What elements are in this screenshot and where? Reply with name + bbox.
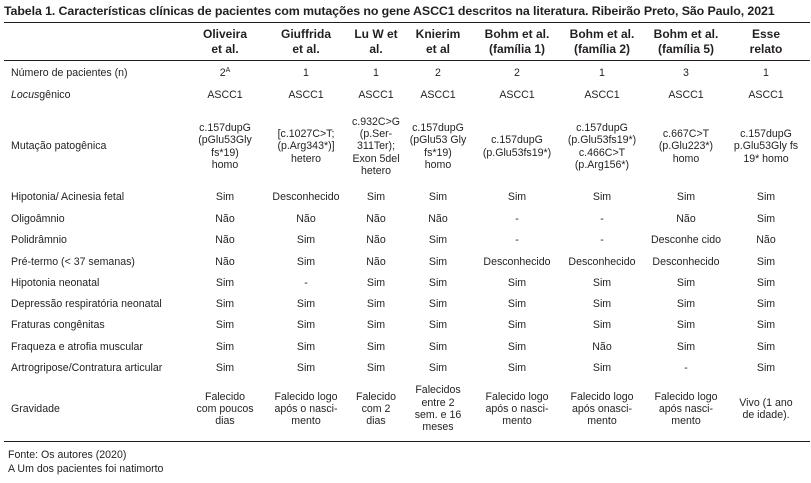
cell-line: Sim	[296, 297, 316, 310]
cell-line: Sim	[215, 319, 235, 332]
cell-line: Sim	[428, 276, 448, 289]
cell-line: Falecido	[204, 390, 246, 403]
cell-line: Sim	[756, 340, 776, 353]
table-cell	[405, 187, 471, 208]
column-header-line: Bohm et al.	[484, 27, 550, 41]
cell-line: Sim	[366, 297, 386, 310]
table-cell	[475, 252, 559, 272]
cell-line: entre 2	[421, 396, 455, 409]
table-cell	[265, 358, 347, 379]
cell-line: dias	[215, 415, 235, 428]
cell-line: Sim	[428, 340, 448, 353]
table-cell	[349, 358, 403, 379]
table-cell	[349, 294, 403, 314]
table-cell	[561, 230, 643, 251]
cell-line: -	[515, 212, 519, 225]
table-cell	[645, 108, 727, 185]
table-cell	[265, 294, 347, 314]
table-cell	[405, 315, 471, 336]
table-row	[4, 273, 810, 293]
cell-line: Desconhecido	[652, 255, 720, 268]
cell-line: ASCC1	[288, 88, 324, 101]
row-label: Fraturas congênitas	[11, 319, 105, 332]
cell-line: Sim	[428, 191, 448, 204]
table-cell	[645, 85, 727, 105]
table-cell	[187, 85, 263, 105]
cell-line: ASCC1	[420, 88, 456, 101]
cell-line: (p.Arg156*)	[574, 158, 630, 171]
cell-line: hetero	[290, 152, 322, 165]
cell-line: Não	[676, 212, 696, 225]
table-cell	[645, 358, 727, 379]
table-cell: 1	[303, 66, 309, 79]
row-label: Fraqueza e atrofia muscular	[11, 340, 143, 353]
table-cell	[187, 315, 263, 336]
cell-line: Falecido logo	[485, 390, 549, 403]
cell-line: Sim	[676, 319, 696, 332]
column-header-line: Bohm et al.	[653, 27, 719, 41]
table-cell: 1	[599, 66, 605, 79]
cell-line: Sim	[428, 297, 448, 310]
cell-line: Sim	[592, 276, 612, 289]
table-cell	[405, 108, 471, 185]
header-rule	[4, 60, 810, 61]
table-row	[4, 230, 810, 251]
table-cell	[561, 273, 643, 293]
table-cell	[475, 380, 559, 438]
table-cell	[731, 358, 801, 379]
cell-line: Sim	[756, 319, 776, 332]
cell-line: dias	[366, 415, 386, 428]
table-cell	[645, 230, 727, 251]
table-cell	[349, 85, 403, 105]
table-cell	[187, 187, 263, 208]
column-header-line: et al	[425, 42, 450, 56]
cell-line: Desconhe cido	[650, 234, 722, 247]
cell-line: ASCC1	[499, 88, 535, 101]
cell-line: Sim	[428, 255, 448, 268]
cell-line: meses	[422, 421, 454, 434]
row-label: Locus gênico	[11, 88, 71, 101]
table-cell	[265, 380, 347, 438]
row-label: Artrogripose/Contratura articular	[11, 362, 163, 375]
cell-line: Sim	[366, 319, 386, 332]
column-header	[731, 24, 801, 60]
cell-line: c.667C>T	[662, 128, 710, 141]
table-cell	[405, 294, 471, 314]
column-header	[645, 24, 727, 60]
column-header-line: Esse	[751, 27, 781, 41]
cell-line: Sim	[215, 297, 235, 310]
table-cell	[187, 380, 263, 438]
cell-line: Sim	[507, 362, 527, 375]
cell-line: -	[304, 276, 308, 289]
table-cell	[405, 358, 471, 379]
cell-line: ASCC1	[668, 88, 704, 101]
table-cell	[265, 230, 347, 251]
table-cell	[561, 85, 643, 105]
column-header-line: al.	[369, 42, 383, 56]
cell-line: Sim	[592, 319, 612, 332]
table-cell	[475, 273, 559, 293]
cell-line: Sim	[507, 191, 527, 204]
row-label: Hipotonia neonatal	[11, 276, 100, 289]
cell-line: Sim	[296, 340, 316, 353]
cell-line: Não	[296, 212, 316, 225]
cell-line: Não	[366, 255, 386, 268]
table-cell	[265, 108, 347, 185]
table-cell	[405, 230, 471, 251]
column-header	[349, 24, 403, 60]
table-row	[4, 108, 810, 185]
cell-line: Não	[215, 212, 235, 225]
cell-line: Não	[592, 340, 612, 353]
cell-value: 2	[219, 66, 226, 79]
cell-line: Sim	[296, 234, 316, 247]
table-cell: 1	[763, 66, 769, 79]
table-cell	[265, 315, 347, 336]
table-cell	[265, 337, 347, 357]
footnote-marker: A	[225, 66, 231, 74]
table-cell	[187, 358, 263, 379]
cell-line: c.932C>G	[352, 115, 400, 128]
cell-line: c.157dupG	[491, 134, 543, 147]
cell-line: -	[515, 234, 519, 247]
cell-line: Sim	[756, 255, 776, 268]
cell-line: (p.Glu223*)	[658, 140, 714, 153]
cell-line: Desconhecido	[272, 191, 340, 204]
cell-line: com poucos	[196, 402, 254, 415]
cell-line: Sim	[507, 276, 527, 289]
cell-line: (pGlu53Gly	[198, 134, 252, 147]
cell-line: Falecido logo	[274, 390, 338, 403]
column-header-line: Oliveira	[202, 27, 248, 41]
table-cell: 2	[435, 66, 441, 79]
cell-line: -	[600, 234, 604, 247]
table-cell	[349, 273, 403, 293]
table-cell	[645, 294, 727, 314]
table-footnote: A Um dos pacientes foi natimorto	[8, 463, 164, 475]
table-cell	[349, 252, 403, 272]
cell-line: Sim	[215, 276, 235, 289]
table-cell	[405, 252, 471, 272]
table-cell	[265, 187, 347, 208]
column-header-line: Giuffrida	[281, 27, 331, 41]
cell-line: após o nasci-	[485, 402, 549, 415]
cell-line: c.157dupG	[199, 121, 251, 134]
cell-line: Sim	[428, 319, 448, 332]
table-cell	[265, 209, 347, 229]
table-cell: 2	[514, 66, 520, 79]
cell-line: Não	[366, 234, 386, 247]
table-cell	[645, 337, 727, 357]
cell-line: Sim	[592, 362, 612, 375]
table-row	[4, 294, 810, 314]
cell-line: ASCC1	[358, 88, 394, 101]
column-header-line: relato	[749, 42, 783, 56]
cell-line: Sim	[366, 276, 386, 289]
row-label: Depressão respiratória neonatal	[11, 297, 162, 310]
table-cell	[187, 209, 263, 229]
table-cell	[731, 187, 801, 208]
cell-line: Sim	[507, 340, 527, 353]
table-cell	[561, 380, 643, 438]
table-cell	[561, 294, 643, 314]
table-row	[4, 187, 810, 208]
table-row	[4, 252, 810, 272]
table-cell	[405, 85, 471, 105]
table-cell	[475, 108, 559, 185]
cell-line: c.157dupG	[412, 121, 464, 134]
cell-line: Sim	[756, 297, 776, 310]
table-cell: 1	[373, 66, 379, 79]
table-cell	[645, 380, 727, 438]
table-row	[4, 337, 810, 357]
cell-line: Falecido logo	[570, 390, 634, 403]
cell-line: c.157dupG	[576, 121, 628, 134]
cell-line: ASCC1	[748, 88, 784, 101]
cell-line: Sim	[215, 362, 235, 375]
cell-line: Sim	[756, 362, 776, 375]
cell-line: (p.Arg343*)]	[277, 140, 335, 153]
cell-line: homo	[672, 152, 700, 165]
cell-line: Sim	[676, 340, 696, 353]
cell-line: Sim	[592, 297, 612, 310]
cell-line: Sim	[507, 319, 527, 332]
cell-line: Sim	[366, 340, 386, 353]
cell-line: mento	[671, 415, 701, 428]
cell-line: Desconhecido	[483, 255, 551, 268]
table-row	[4, 380, 810, 438]
table-row	[4, 209, 810, 229]
column-header-line: Bohm et al.	[569, 27, 635, 41]
cell-line: após nasci-	[658, 402, 714, 415]
table-cell	[349, 337, 403, 357]
cell-line: mento	[502, 415, 532, 428]
cell-line: após o nasci-	[274, 402, 338, 415]
cell-line: Vivo (1 ano	[739, 396, 793, 409]
table-cell	[731, 209, 801, 229]
cell-line: p.Glu53Gly fs	[733, 140, 799, 153]
row-label: Oligoâmnio	[11, 212, 65, 225]
table-cell	[187, 64, 263, 82]
table-cell	[405, 380, 471, 438]
table-cell	[349, 315, 403, 336]
column-header	[405, 24, 471, 60]
cell-line: homo	[424, 158, 452, 171]
table-cell	[645, 209, 727, 229]
column-header	[561, 24, 643, 60]
cell-line: Sim	[756, 191, 776, 204]
table-cell	[405, 209, 471, 229]
cell-line: c.466C>T	[578, 146, 626, 159]
cell-line: Sim	[676, 191, 696, 204]
table-row	[4, 315, 810, 336]
cell-line: mento	[587, 415, 617, 428]
cell-line: (p.Glu53fs19*)	[482, 146, 552, 159]
cell-line: homo	[211, 158, 239, 171]
table-cell	[475, 230, 559, 251]
table-cell	[645, 187, 727, 208]
cell-line: Sim	[428, 362, 448, 375]
row-label: Mutação patogênica	[11, 140, 107, 153]
table-cell	[187, 337, 263, 357]
cell-line: -	[600, 212, 604, 225]
row-label: Gravidade	[11, 402, 60, 415]
cell-line: Falecidos	[415, 384, 461, 397]
cell-line: sem. e 16	[414, 409, 462, 421]
table-cell	[265, 252, 347, 272]
column-header	[187, 24, 263, 60]
table-cell	[561, 252, 643, 272]
column-header-line: Knierim	[415, 27, 461, 41]
cell-line: Sim	[756, 276, 776, 289]
cell-line: Não	[215, 255, 235, 268]
cell-line: Sim	[676, 276, 696, 289]
table-cell	[349, 187, 403, 208]
column-header-line: et al.	[292, 42, 320, 56]
table-cell	[561, 315, 643, 336]
cell-line: c.157dupG	[740, 128, 792, 141]
cell-line: Não	[366, 212, 386, 225]
table-cell	[645, 252, 727, 272]
table-cell	[475, 209, 559, 229]
table-cell	[187, 230, 263, 251]
column-header-line: Lu W et	[354, 27, 398, 41]
cell-line: -	[684, 362, 688, 375]
table-cell	[187, 273, 263, 293]
table-cell	[645, 273, 727, 293]
cell-line: Sim	[296, 362, 316, 375]
table-cell	[475, 187, 559, 208]
table-cell	[475, 294, 559, 314]
table-cell	[731, 108, 801, 185]
table-cell	[349, 108, 403, 185]
table-cell	[731, 230, 801, 251]
cell-line: 311Ter);	[356, 140, 396, 153]
table-cell	[561, 358, 643, 379]
cell-line: Sim	[676, 297, 696, 310]
cell-line: Falecido	[355, 390, 397, 403]
table-row	[4, 358, 810, 379]
column-header	[475, 24, 559, 60]
table-cell	[561, 108, 643, 185]
cell-line: Falecido logo	[654, 390, 718, 403]
row-label: Polidrâmnio	[11, 234, 67, 247]
table-cell	[475, 337, 559, 357]
table-cell	[265, 273, 347, 293]
cell-line: mento	[291, 415, 321, 428]
cell-line: 19* homo	[743, 152, 789, 165]
cell-line: Não	[428, 212, 448, 225]
table-cell	[187, 252, 263, 272]
cell-line: Exon 5del	[352, 152, 400, 165]
cell-line: Sim	[296, 319, 316, 332]
table-cell	[349, 209, 403, 229]
table-cell	[405, 273, 471, 293]
column-header	[265, 24, 347, 60]
table-cell: 3	[683, 66, 689, 79]
table-cell	[731, 294, 801, 314]
row-label: Hipotonia/ Acinesia fetal	[11, 191, 125, 204]
cell-line: (p.Glu53fs19*)	[567, 134, 637, 147]
table-cell	[561, 209, 643, 229]
table-cell	[645, 315, 727, 336]
table-cell	[561, 187, 643, 208]
table-cell	[405, 337, 471, 357]
table-caption: Tabela 1. Características clínicas de pacientes com mutações no gene ASCC1 descritos na literatura. Ribeirão Preto, São Paulo, 2021	[4, 4, 775, 18]
column-header-line: (família 1)	[488, 42, 545, 56]
table-cell	[349, 380, 403, 438]
table-cell	[475, 358, 559, 379]
table-cell	[731, 315, 801, 336]
cell-line: ASCC1	[207, 88, 243, 101]
row-label: Número de pacientes (n)	[11, 66, 128, 79]
column-header-line: (família 5)	[657, 42, 714, 56]
cell-line: hetero	[360, 164, 392, 177]
cell-line: Desconhecido	[568, 255, 636, 268]
table-cell	[475, 85, 559, 105]
cell-line: de idade).	[742, 409, 790, 421]
table-cell	[187, 294, 263, 314]
table-row	[4, 64, 810, 82]
cell-line: Sim	[428, 234, 448, 247]
table-source: Fonte: Os autores (2020)	[8, 449, 127, 461]
cell-line: fs*19)	[211, 146, 239, 159]
cell-line: Sim	[592, 191, 612, 204]
cell-line: ASCC1	[584, 88, 620, 101]
table-cell	[187, 108, 263, 185]
column-header-line: (família 2)	[573, 42, 630, 56]
cell-line: Sim	[507, 297, 527, 310]
cell-line: Não	[756, 234, 776, 247]
cell-line: [c.1027C>T;	[277, 128, 335, 141]
cell-line: Sim	[366, 362, 386, 375]
table-cell	[731, 337, 801, 357]
cell-line: Não	[215, 234, 235, 247]
cell-line: Sim	[756, 212, 776, 225]
column-header-line: et al.	[211, 42, 239, 56]
table-cell	[561, 337, 643, 357]
table-cell	[265, 85, 347, 105]
bottom-rule	[4, 441, 810, 442]
row-label: Pré-termo (< 37 semanas)	[11, 255, 135, 268]
cell-line: Sim	[215, 191, 235, 204]
cell-line: fs*19)	[424, 146, 452, 159]
cell-line: após onasci-	[571, 402, 633, 415]
cell-line: Sim	[296, 255, 316, 268]
cell-line: (pGlu53 Gly	[409, 134, 467, 147]
table-row	[4, 85, 810, 105]
table-cell	[731, 85, 801, 105]
cell-line: Sim	[366, 191, 386, 204]
cell-line: com 2	[361, 402, 391, 415]
table-cell	[475, 315, 559, 336]
table-cell	[731, 273, 801, 293]
cell-line: (p.Ser-	[359, 128, 393, 141]
table-cell	[349, 230, 403, 251]
top-rule	[4, 22, 810, 23]
cell-line: Sim	[215, 340, 235, 353]
table-cell	[731, 252, 801, 272]
table-cell	[731, 380, 801, 438]
